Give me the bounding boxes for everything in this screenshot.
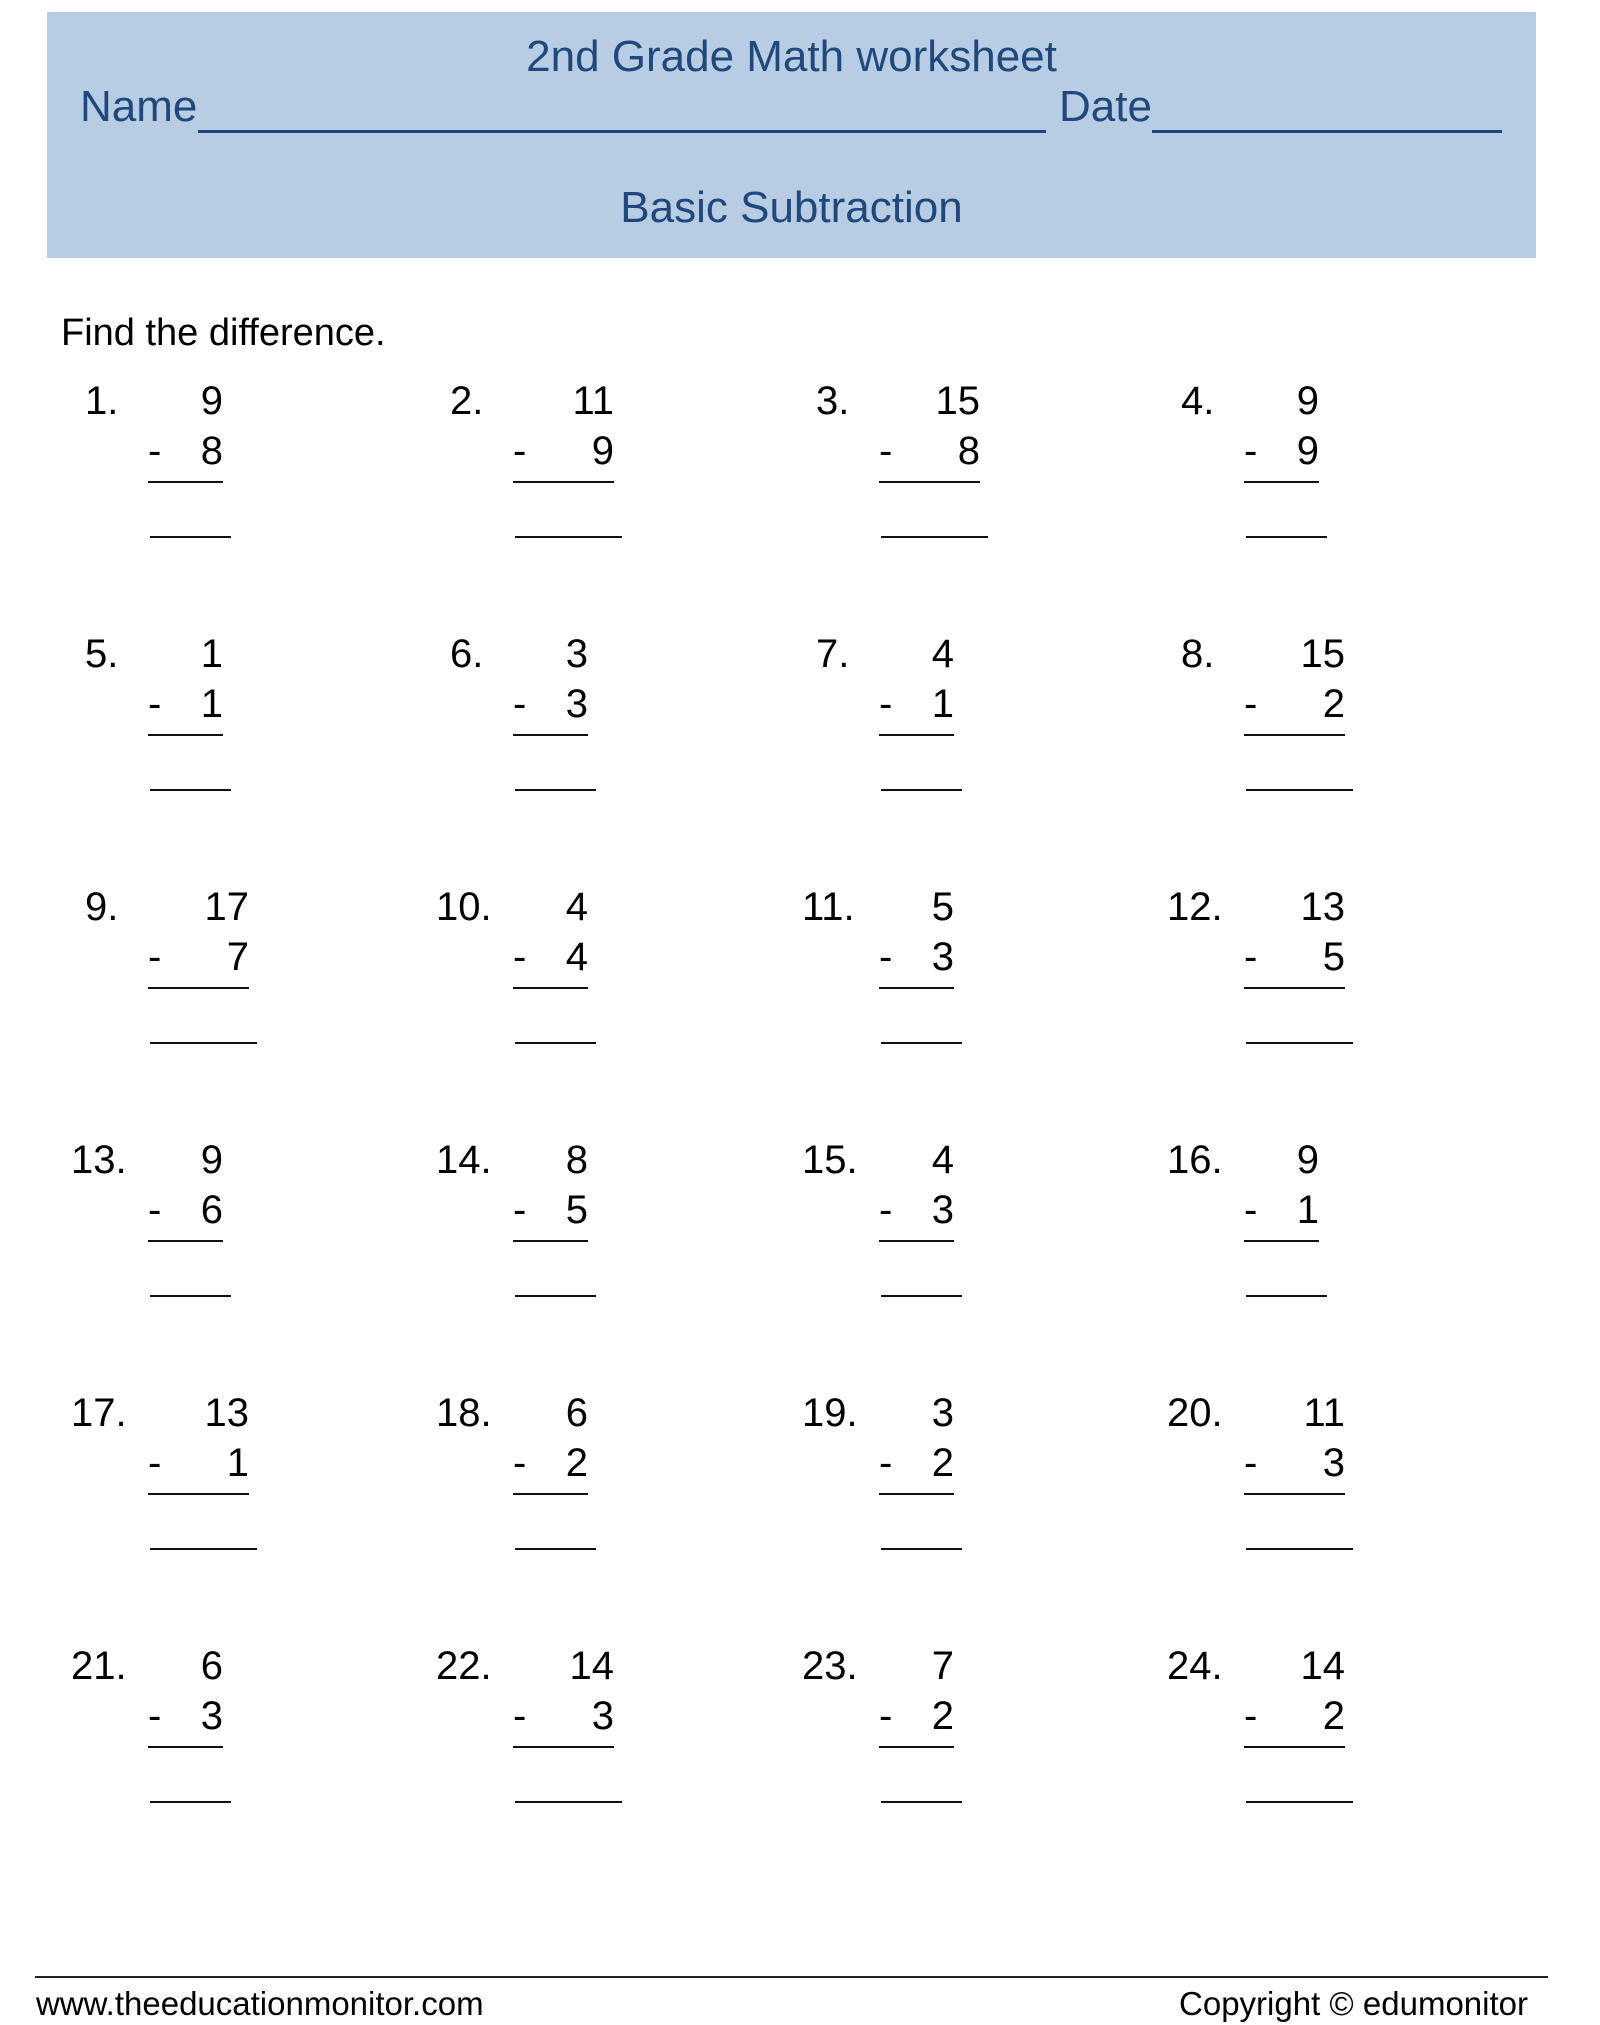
problem-number: 17. <box>71 1391 127 1435</box>
minus-sign: - <box>513 682 527 726</box>
name-label: Name <box>80 82 198 131</box>
problem-number: 11. <box>802 885 855 929</box>
minuend: 9 <box>200 379 223 423</box>
problem-number: 20. <box>1167 1391 1223 1435</box>
minuend: 14 <box>569 1644 614 1688</box>
sum-line <box>879 1240 954 1242</box>
subtrahend: 1 <box>931 682 954 726</box>
sum-line <box>513 734 588 736</box>
problem-number: 15. <box>802 1138 858 1182</box>
minus-sign: - <box>879 1188 893 1232</box>
problem-number: 6. <box>450 632 484 676</box>
minus-sign: - <box>879 429 893 473</box>
subtrahend: 9 <box>591 429 614 473</box>
answer-blank[interactable] <box>881 536 988 538</box>
sum-line <box>1244 1746 1345 1748</box>
answer-blank[interactable] <box>150 536 231 538</box>
answer-blank[interactable] <box>515 789 596 791</box>
sum-line <box>879 481 980 483</box>
minuend: 4 <box>931 1138 954 1182</box>
instructions: Find the difference. <box>61 312 386 354</box>
problem-number: 7. <box>816 632 850 676</box>
answer-blank[interactable] <box>1246 789 1353 791</box>
minuend: 6 <box>565 1391 588 1435</box>
sum-line <box>879 1493 954 1495</box>
sum-line <box>513 1746 614 1748</box>
answer-blank[interactable] <box>1246 1548 1353 1550</box>
minus-sign: - <box>148 1694 162 1738</box>
minuend: 8 <box>565 1138 588 1182</box>
answer-blank[interactable] <box>150 1548 257 1550</box>
subtrahend: 3 <box>200 1694 223 1738</box>
problem-number: 19. <box>802 1391 858 1435</box>
minus-sign: - <box>1244 1694 1258 1738</box>
minus-sign: - <box>1244 429 1258 473</box>
sum-line <box>1244 987 1345 989</box>
sum-line <box>879 1746 954 1748</box>
sum-line <box>148 481 223 483</box>
minus-sign: - <box>879 935 893 979</box>
name-field[interactable] <box>198 130 1046 133</box>
minuend: 15 <box>1300 632 1345 676</box>
minuend: 7 <box>931 1644 954 1688</box>
problem-number: 5. <box>85 632 119 676</box>
subtrahend: 8 <box>957 429 980 473</box>
subtrahend: 8 <box>200 429 223 473</box>
subtrahend: 7 <box>226 935 249 979</box>
answer-blank[interactable] <box>881 1548 962 1550</box>
answer-blank[interactable] <box>1246 536 1327 538</box>
minus-sign: - <box>513 1694 527 1738</box>
date-label: Date <box>1059 82 1152 131</box>
minuend: 5 <box>931 885 954 929</box>
problem-number: 3. <box>816 379 850 423</box>
problem-number: 8. <box>1181 632 1215 676</box>
subtrahend: 2 <box>931 1694 954 1738</box>
answer-blank[interactable] <box>150 1295 231 1297</box>
problem-number: 24. <box>1167 1644 1223 1688</box>
worksheet-subtitle: Basic Subtraction <box>620 183 963 232</box>
answer-blank[interactable] <box>515 1548 596 1550</box>
answer-blank[interactable] <box>150 1801 231 1803</box>
answer-blank[interactable] <box>150 789 231 791</box>
subtrahend: 3 <box>931 1188 954 1232</box>
problem-number: 21. <box>71 1644 127 1688</box>
minus-sign: - <box>1244 682 1258 726</box>
problem-number: 23. <box>802 1644 858 1688</box>
sum-line <box>513 1240 588 1242</box>
footer-divider <box>35 1976 1548 1978</box>
minus-sign: - <box>148 1188 162 1232</box>
sum-line <box>1244 1493 1345 1495</box>
sum-line <box>148 1746 223 1748</box>
subtrahend: 1 <box>226 1441 249 1485</box>
minuend: 6 <box>200 1644 223 1688</box>
minus-sign: - <box>879 1441 893 1485</box>
subtrahend: 1 <box>200 682 223 726</box>
answer-blank[interactable] <box>881 1801 962 1803</box>
minus-sign: - <box>1244 935 1258 979</box>
minuend: 11 <box>572 379 614 423</box>
subtrahend: 3 <box>931 935 954 979</box>
problem-number: 1. <box>85 379 119 423</box>
subtrahend: 3 <box>1322 1441 1345 1485</box>
problem-number: 18. <box>436 1391 492 1435</box>
sum-line <box>513 1493 588 1495</box>
minuend: 15 <box>935 379 980 423</box>
minus-sign: - <box>513 935 527 979</box>
minus-sign: - <box>148 1441 162 1485</box>
minuend: 9 <box>1296 379 1319 423</box>
problem-number: 12. <box>1167 885 1223 929</box>
sum-line <box>513 481 614 483</box>
sum-line <box>148 1493 249 1495</box>
minus-sign: - <box>148 935 162 979</box>
answer-blank[interactable] <box>150 1042 257 1044</box>
subtrahend: 2 <box>1322 682 1345 726</box>
subtrahend: 5 <box>1322 935 1345 979</box>
sum-line <box>513 987 588 989</box>
answer-blank[interactable] <box>881 1042 962 1044</box>
minuend: 13 <box>1300 885 1345 929</box>
minus-sign: - <box>1244 1441 1258 1485</box>
subtrahend: 2 <box>931 1441 954 1485</box>
sum-line <box>879 734 954 736</box>
minus-sign: - <box>879 682 893 726</box>
answer-blank[interactable] <box>881 1295 962 1297</box>
sum-line <box>1244 481 1319 483</box>
minuend: 3 <box>931 1391 954 1435</box>
problem-number: 22. <box>436 1644 492 1688</box>
problem-number: 10. <box>436 885 492 929</box>
problem-number: 2. <box>450 379 484 423</box>
minuend: 9 <box>1296 1138 1319 1182</box>
answer-blank[interactable] <box>515 1042 596 1044</box>
problem-number: 13. <box>71 1138 127 1182</box>
sum-line <box>879 987 954 989</box>
subtrahend: 2 <box>565 1441 588 1485</box>
minus-sign: - <box>513 1441 527 1485</box>
subtrahend: 5 <box>565 1188 588 1232</box>
answer-blank[interactable] <box>1246 1801 1353 1803</box>
sum-line <box>148 734 223 736</box>
answer-blank[interactable] <box>515 536 622 538</box>
minuend: 1 <box>200 632 223 676</box>
minus-sign: - <box>513 429 527 473</box>
minuend: 9 <box>200 1138 223 1182</box>
subtrahend: 4 <box>565 935 588 979</box>
sum-line <box>1244 1240 1319 1242</box>
answer-blank[interactable] <box>1246 1042 1353 1044</box>
answer-blank[interactable] <box>515 1801 622 1803</box>
answer-blank[interactable] <box>881 789 962 791</box>
footer-copyright: Copyright © edumonitor <box>1179 1985 1528 2022</box>
subtrahend: 3 <box>565 682 588 726</box>
minuend: 11 <box>1303 1391 1345 1435</box>
minuend: 13 <box>204 1391 249 1435</box>
minuend: 4 <box>931 632 954 676</box>
subtrahend: 6 <box>200 1188 223 1232</box>
minuend: 14 <box>1300 1644 1345 1688</box>
worksheet-title: 2nd Grade Math worksheet <box>526 32 1057 81</box>
answer-blank[interactable] <box>1246 1295 1327 1297</box>
subtrahend: 1 <box>1296 1188 1319 1232</box>
problem-number: 16. <box>1167 1138 1223 1182</box>
sum-line <box>148 1240 223 1242</box>
sum-line <box>148 987 249 989</box>
minuend: 3 <box>565 632 588 676</box>
subtrahend: 9 <box>1296 429 1319 473</box>
problem-number: 14. <box>436 1138 492 1182</box>
date-field[interactable] <box>1152 130 1502 133</box>
answer-blank[interactable] <box>515 1295 596 1297</box>
subtrahend: 3 <box>591 1694 614 1738</box>
problem-number: 4. <box>1181 379 1215 423</box>
minus-sign: - <box>148 429 162 473</box>
minuend: 17 <box>204 885 249 929</box>
minus-sign: - <box>148 682 162 726</box>
minus-sign: - <box>1244 1188 1258 1232</box>
problem-number: 9. <box>85 885 119 929</box>
minus-sign: - <box>513 1188 527 1232</box>
sum-line <box>1244 734 1345 736</box>
minus-sign: - <box>879 1694 893 1738</box>
subtrahend: 2 <box>1322 1694 1345 1738</box>
footer-website: www.theeducationmonitor.com <box>36 1985 484 2022</box>
minuend: 4 <box>565 885 588 929</box>
